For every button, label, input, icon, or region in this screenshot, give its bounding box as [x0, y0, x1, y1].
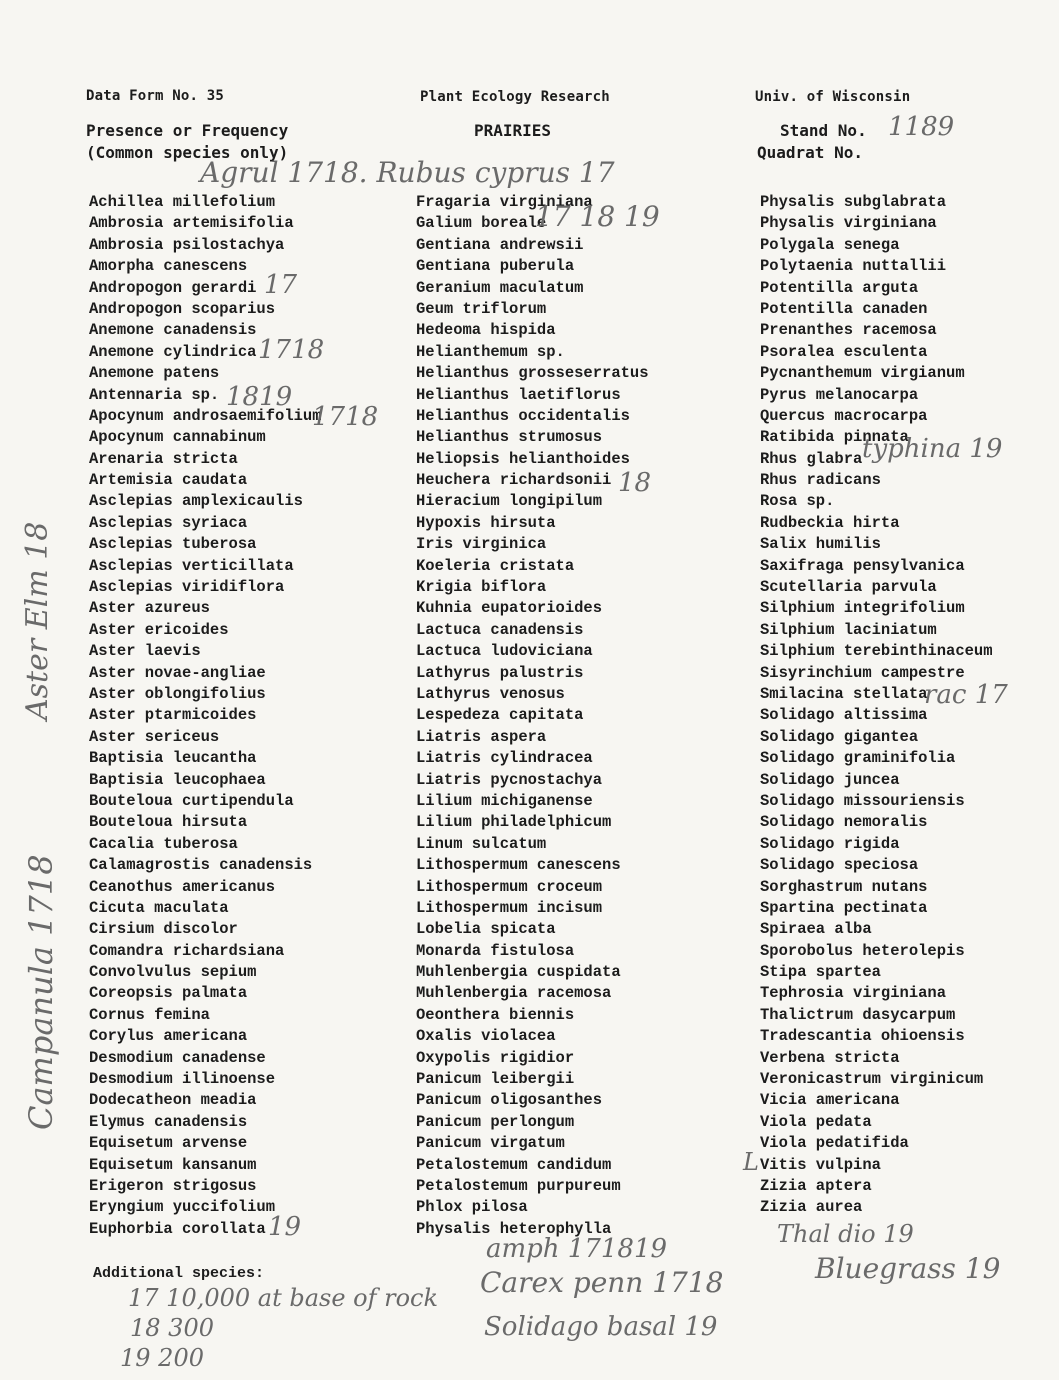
handwritten-rhus: typhina 19 — [862, 434, 1003, 464]
handwritten-smilacina: rac 17 — [924, 680, 1008, 710]
stand-number: 1189 — [888, 112, 955, 142]
species-entry: Solidago rigida — [760, 834, 900, 853]
species-entry: Oxalis violacea — [416, 1027, 556, 1046]
species-entry: Tephrosia virginiana — [760, 984, 947, 1003]
species-entry: Saxifraga pensylvanica — [760, 556, 965, 575]
species-entry: Hypoxis hirsuta — [416, 513, 556, 532]
species-entry: Cicuta maculata — [89, 898, 229, 917]
species-entry: Lathyrus venosus — [416, 684, 565, 703]
species-entry: Bouteloua hirsuta — [89, 813, 248, 832]
species-entry: Rhus radicans — [760, 471, 881, 490]
handwritten-antennaria: 1819 — [226, 382, 293, 412]
species-entry: Solidago graminifolia — [760, 749, 956, 768]
species-entry: Krigia biflora — [416, 578, 547, 597]
species-entry: Eryngium yuccifolium — [89, 1198, 276, 1217]
species-entry: Zizia aurea — [760, 1198, 863, 1217]
species-entry: Andropogon scoparius — [89, 299, 276, 318]
species-entry: Anemone canadensis — [89, 321, 257, 340]
species-entry: Rosa sp. — [760, 492, 835, 511]
species-entry: Baptisia leucophaea — [89, 770, 266, 789]
species-entry: Vicia americana — [760, 1091, 900, 1110]
species-entry: Bouteloua curtipendula — [89, 791, 294, 810]
species-entry: Baptisia leucantha — [89, 749, 257, 768]
species-entry: Asclepias amplexicaulis — [89, 492, 303, 511]
species-entry: Kuhnia eupatorioides — [416, 599, 603, 618]
species-entry: Solidago nemoralis — [760, 813, 928, 832]
species-entry: Quercus macrocarpa — [760, 406, 928, 425]
quadrat-label: Quadrat No. — [757, 143, 863, 162]
species-entry: Phlox pilosa — [416, 1198, 528, 1217]
species-entry: Potentilla canaden — [760, 299, 928, 318]
species-entry: Prenanthes racemosa — [760, 321, 937, 340]
handwritten-top-note: Agrul 1718. Rubus cyprus 17 — [200, 156, 615, 189]
species-entry: Solidago gigantea — [760, 727, 919, 746]
species-entry: Rhus glabra — [760, 449, 863, 468]
species-entry: Euphorbia corollata — [89, 1219, 266, 1238]
species-entry: Muhlenbergia racemosa — [416, 984, 612, 1003]
species-entry: Arenaria stricta — [89, 449, 238, 468]
species-entry: Elymus canadensis — [89, 1112, 248, 1131]
species-entry: Geranium maculatum — [416, 278, 584, 297]
handwritten-additional-2: 18 300 — [130, 1314, 214, 1342]
species-entry: Comandra richardsiana — [89, 941, 285, 960]
organization: Plant Ecology Research — [420, 89, 610, 105]
species-entry: Silphium laciniatum — [760, 620, 937, 639]
species-entry: Equisetum arvense — [89, 1134, 248, 1153]
species-entry: Oeonthera biennis — [416, 1005, 575, 1024]
species-entry: Aster laevis — [89, 642, 201, 661]
species-entry: Coreopsis palmata — [89, 984, 248, 1003]
species-entry: Solidago speciosa — [760, 856, 919, 875]
handwritten-galium: 17 18 19 — [535, 200, 660, 233]
handwritten-amph: amph 171819 — [486, 1234, 668, 1264]
species-entry: Rudbeckia hirta — [760, 513, 900, 532]
species-entry: Veronicastrum virginicum — [760, 1070, 984, 1089]
species-entry: Cornus femina — [89, 1005, 210, 1024]
handwritten-anemone-cylindrica: 1718 — [258, 335, 325, 365]
handwritten-side-upper: Aster Elm 18 — [20, 521, 55, 720]
species-entry: Lilium michiganense — [416, 791, 593, 810]
species-entry: Liatris cylindracea — [416, 749, 593, 768]
species-entry: Asclepias verticillata — [89, 556, 294, 575]
handwritten-bluegrass: Bluegrass 19 — [815, 1252, 1001, 1285]
species-entry: Amorpha canescens — [89, 257, 248, 276]
species-entry: Salix humilis — [760, 535, 881, 554]
handwritten-heuchera: 18 — [618, 468, 652, 498]
species-entry: Lobelia spicata — [416, 920, 556, 939]
species-entry: Muhlenbergia cuspidata — [416, 963, 621, 982]
species-entry: Hedeoma hispida — [416, 321, 556, 340]
species-entry: Asclepias tuberosa — [89, 535, 257, 554]
species-entry: Andropogon gerardi — [89, 278, 257, 297]
species-entry: Aster novae-angliae — [89, 663, 266, 682]
species-entry: Hieracium longipilum — [416, 492, 603, 511]
species-entry: Tradescantia ohioensis — [760, 1027, 965, 1046]
species-entry: Silphium terebinthinaceum — [760, 642, 993, 661]
species-entry: Spiraea alba — [760, 920, 872, 939]
species-entry: Psoralea esculenta — [760, 342, 928, 361]
page-title: PRAIRIES — [474, 121, 552, 140]
species-entry: Heuchera richardsonii — [416, 471, 612, 490]
species-entry: Lactuca ludoviciana — [416, 642, 593, 661]
species-entry: Solidago juncea — [760, 770, 900, 789]
species-entry: Viola pedatifida — [760, 1134, 909, 1153]
species-entry: Cirsium discolor — [89, 920, 238, 939]
species-entry: Ratibida pinnata — [760, 428, 909, 447]
species-entry: Polygala senega — [760, 235, 900, 254]
species-entry: Aster ptarmicoides — [89, 706, 257, 725]
species-entry: Lactuca canadensis — [416, 620, 584, 639]
species-entry: Stipa spartea — [760, 963, 881, 982]
species-entry: Desmodium canadense — [89, 1048, 266, 1067]
species-entry: Geum triflorum — [416, 299, 547, 318]
species-entry: Helianthus strumosus — [416, 428, 603, 447]
species-entry: Gentiana andrewsii — [416, 235, 584, 254]
species-entry: Sorghastrum nutans — [760, 877, 928, 896]
handwritten-side-lower: Campanula 1718 — [22, 854, 60, 1130]
species-entry: Panicum virgatum — [416, 1134, 565, 1153]
handwritten-thal: Thal dio 19 — [777, 1220, 914, 1248]
species-entry: Corylus americana — [89, 1027, 248, 1046]
species-entry: Erigeron strigosus — [89, 1176, 257, 1195]
form-number: Data Form No. 35 — [86, 88, 225, 104]
species-entry: Fragaria virginiana — [416, 193, 593, 211]
species-entry: Zizia aptera — [760, 1176, 872, 1195]
species-entry: Petalostemum candidum — [416, 1155, 612, 1174]
species-entry: Anemone cylindrica — [89, 342, 257, 361]
species-entry: Physalis heterophylla — [416, 1219, 612, 1238]
species-entry: Lithospermum incisum — [416, 898, 603, 917]
species-entry: Cacalia tuberosa — [89, 834, 238, 853]
species-entry: Convolvulus sepium — [89, 963, 257, 982]
species-entry: Ceanothus americanus — [89, 877, 276, 896]
species-entry: Solidago missouriensis — [760, 791, 965, 810]
species-entry: Aster sericeus — [89, 727, 220, 746]
handwritten-vitis: L — [743, 1148, 759, 1176]
species-entry: Viola pedata — [760, 1112, 872, 1131]
species-entry: Ambrosia artemisifolia — [89, 214, 294, 233]
species-entry: Antennaria sp. — [89, 385, 220, 404]
species-entry: Petalostemum purpureum — [416, 1176, 621, 1195]
species-entry: Helianthemum sp. — [416, 342, 565, 361]
species-entry: Helianthus laetiflorus — [416, 385, 621, 404]
handwritten-additional-3: 19 200 — [120, 1344, 204, 1372]
handwritten-apocynum: 1718 — [312, 402, 379, 432]
handwritten-additional-1: 17 10,000 at base of rock — [128, 1284, 439, 1312]
species-entry: Galium boreale — [416, 214, 547, 233]
presence-line-1: Presence or Frequency — [86, 121, 289, 140]
species-entry: Monarda fistulosa — [416, 941, 575, 960]
species-entry: Dodecatheon meadia — [89, 1091, 257, 1110]
species-entry: Oxypolis rigidior — [416, 1048, 575, 1067]
stand-label: Stand No. — [780, 121, 867, 140]
species-entry: Koeleria cristata — [416, 556, 575, 575]
species-entry: Asclepias syriaca — [89, 513, 248, 532]
species-entry: Aster oblongifolius — [89, 684, 266, 703]
species-entry: Pycnanthemum virgianum — [760, 364, 965, 383]
presence-line-2: (Common species only) — [86, 143, 289, 162]
species-entry: Iris virginica — [416, 535, 547, 554]
species-entry: Scutellaria parvula — [760, 578, 937, 597]
species-entry: Gentiana puberula — [416, 257, 575, 276]
species-entry: Potentilla arguta — [760, 278, 919, 297]
species-entry: Aster ericoides — [89, 620, 229, 639]
species-entry: Liatris aspera — [416, 727, 547, 746]
species-entry: Sporobolus heterolepis — [760, 941, 965, 960]
additional-species-label: Additional species: — [93, 1265, 265, 1282]
species-entry: Helianthus occidentalis — [416, 406, 630, 425]
species-entry: Lespedeza capitata — [416, 706, 584, 725]
species-entry: Apocynum androsaemifolium — [89, 406, 322, 425]
species-entry: Calamagrostis canadensis — [89, 856, 313, 875]
species-entry: Asclepias viridiflora — [89, 578, 285, 597]
handwritten-carex: Carex penn 1718 — [480, 1266, 724, 1299]
species-entry: Liatris pycnostachya — [416, 770, 603, 789]
species-entry: Anemone patens — [89, 364, 220, 383]
species-entry: Vitis vulpina — [760, 1155, 881, 1174]
species-entry: Artemisia caudata — [89, 471, 248, 490]
species-entry: Sisyrinchium campestre — [760, 663, 965, 682]
species-entry: Panicum perlongum — [416, 1112, 575, 1131]
species-entry: Desmodium illinoense — [89, 1070, 276, 1089]
species-entry: Ambrosia psilostachya — [89, 235, 285, 254]
species-entry: Lilium philadelphicum — [416, 813, 612, 832]
species-entry: Solidago altissima — [760, 706, 928, 725]
species-entry: Linum sulcatum — [416, 834, 547, 853]
species-entry: Heliopsis helianthoides — [416, 449, 630, 468]
species-entry: Pyrus melanocarpa — [760, 385, 919, 404]
species-entry: Panicum leibergii — [416, 1070, 575, 1089]
species-column-2 — [416, 192, 652, 1240]
handwritten-andropogon: 17 — [264, 270, 298, 300]
species-entry: Achillea millefolium — [89, 193, 276, 211]
species-entry: Apocynum cannabinum — [89, 428, 266, 447]
species-entry: Polytaenia nuttallii — [760, 257, 947, 276]
species-entry: Verbena stricta — [760, 1048, 900, 1067]
species-entry: Physalis subglabrata — [760, 193, 947, 211]
species-entry: Equisetum kansanum — [89, 1155, 257, 1174]
species-entry: Silphium integrifolium — [760, 599, 965, 618]
species-entry: Panicum oligosanthes — [416, 1091, 603, 1110]
species-entry: Helianthus grosseserratus — [416, 364, 649, 383]
species-entry: Lathyrus palustris — [416, 663, 584, 682]
species-entry: Aster azureus — [89, 599, 210, 618]
species-entry: Spartina pectinata — [760, 898, 928, 917]
species-entry: Lithospermum croceum — [416, 877, 603, 896]
handwritten-euphorbia: 19 — [268, 1212, 302, 1242]
species-entry: Smilacina stellata — [760, 684, 928, 703]
species-entry: Lithospermum canescens — [416, 856, 621, 875]
species-entry: Physalis virginiana — [760, 214, 937, 233]
species-entry: Thalictrum dasycarpum — [760, 1005, 956, 1024]
handwritten-solidago-basal: Solidago basal 19 — [484, 1312, 718, 1342]
university: Univ. of Wisconsin — [755, 89, 911, 105]
